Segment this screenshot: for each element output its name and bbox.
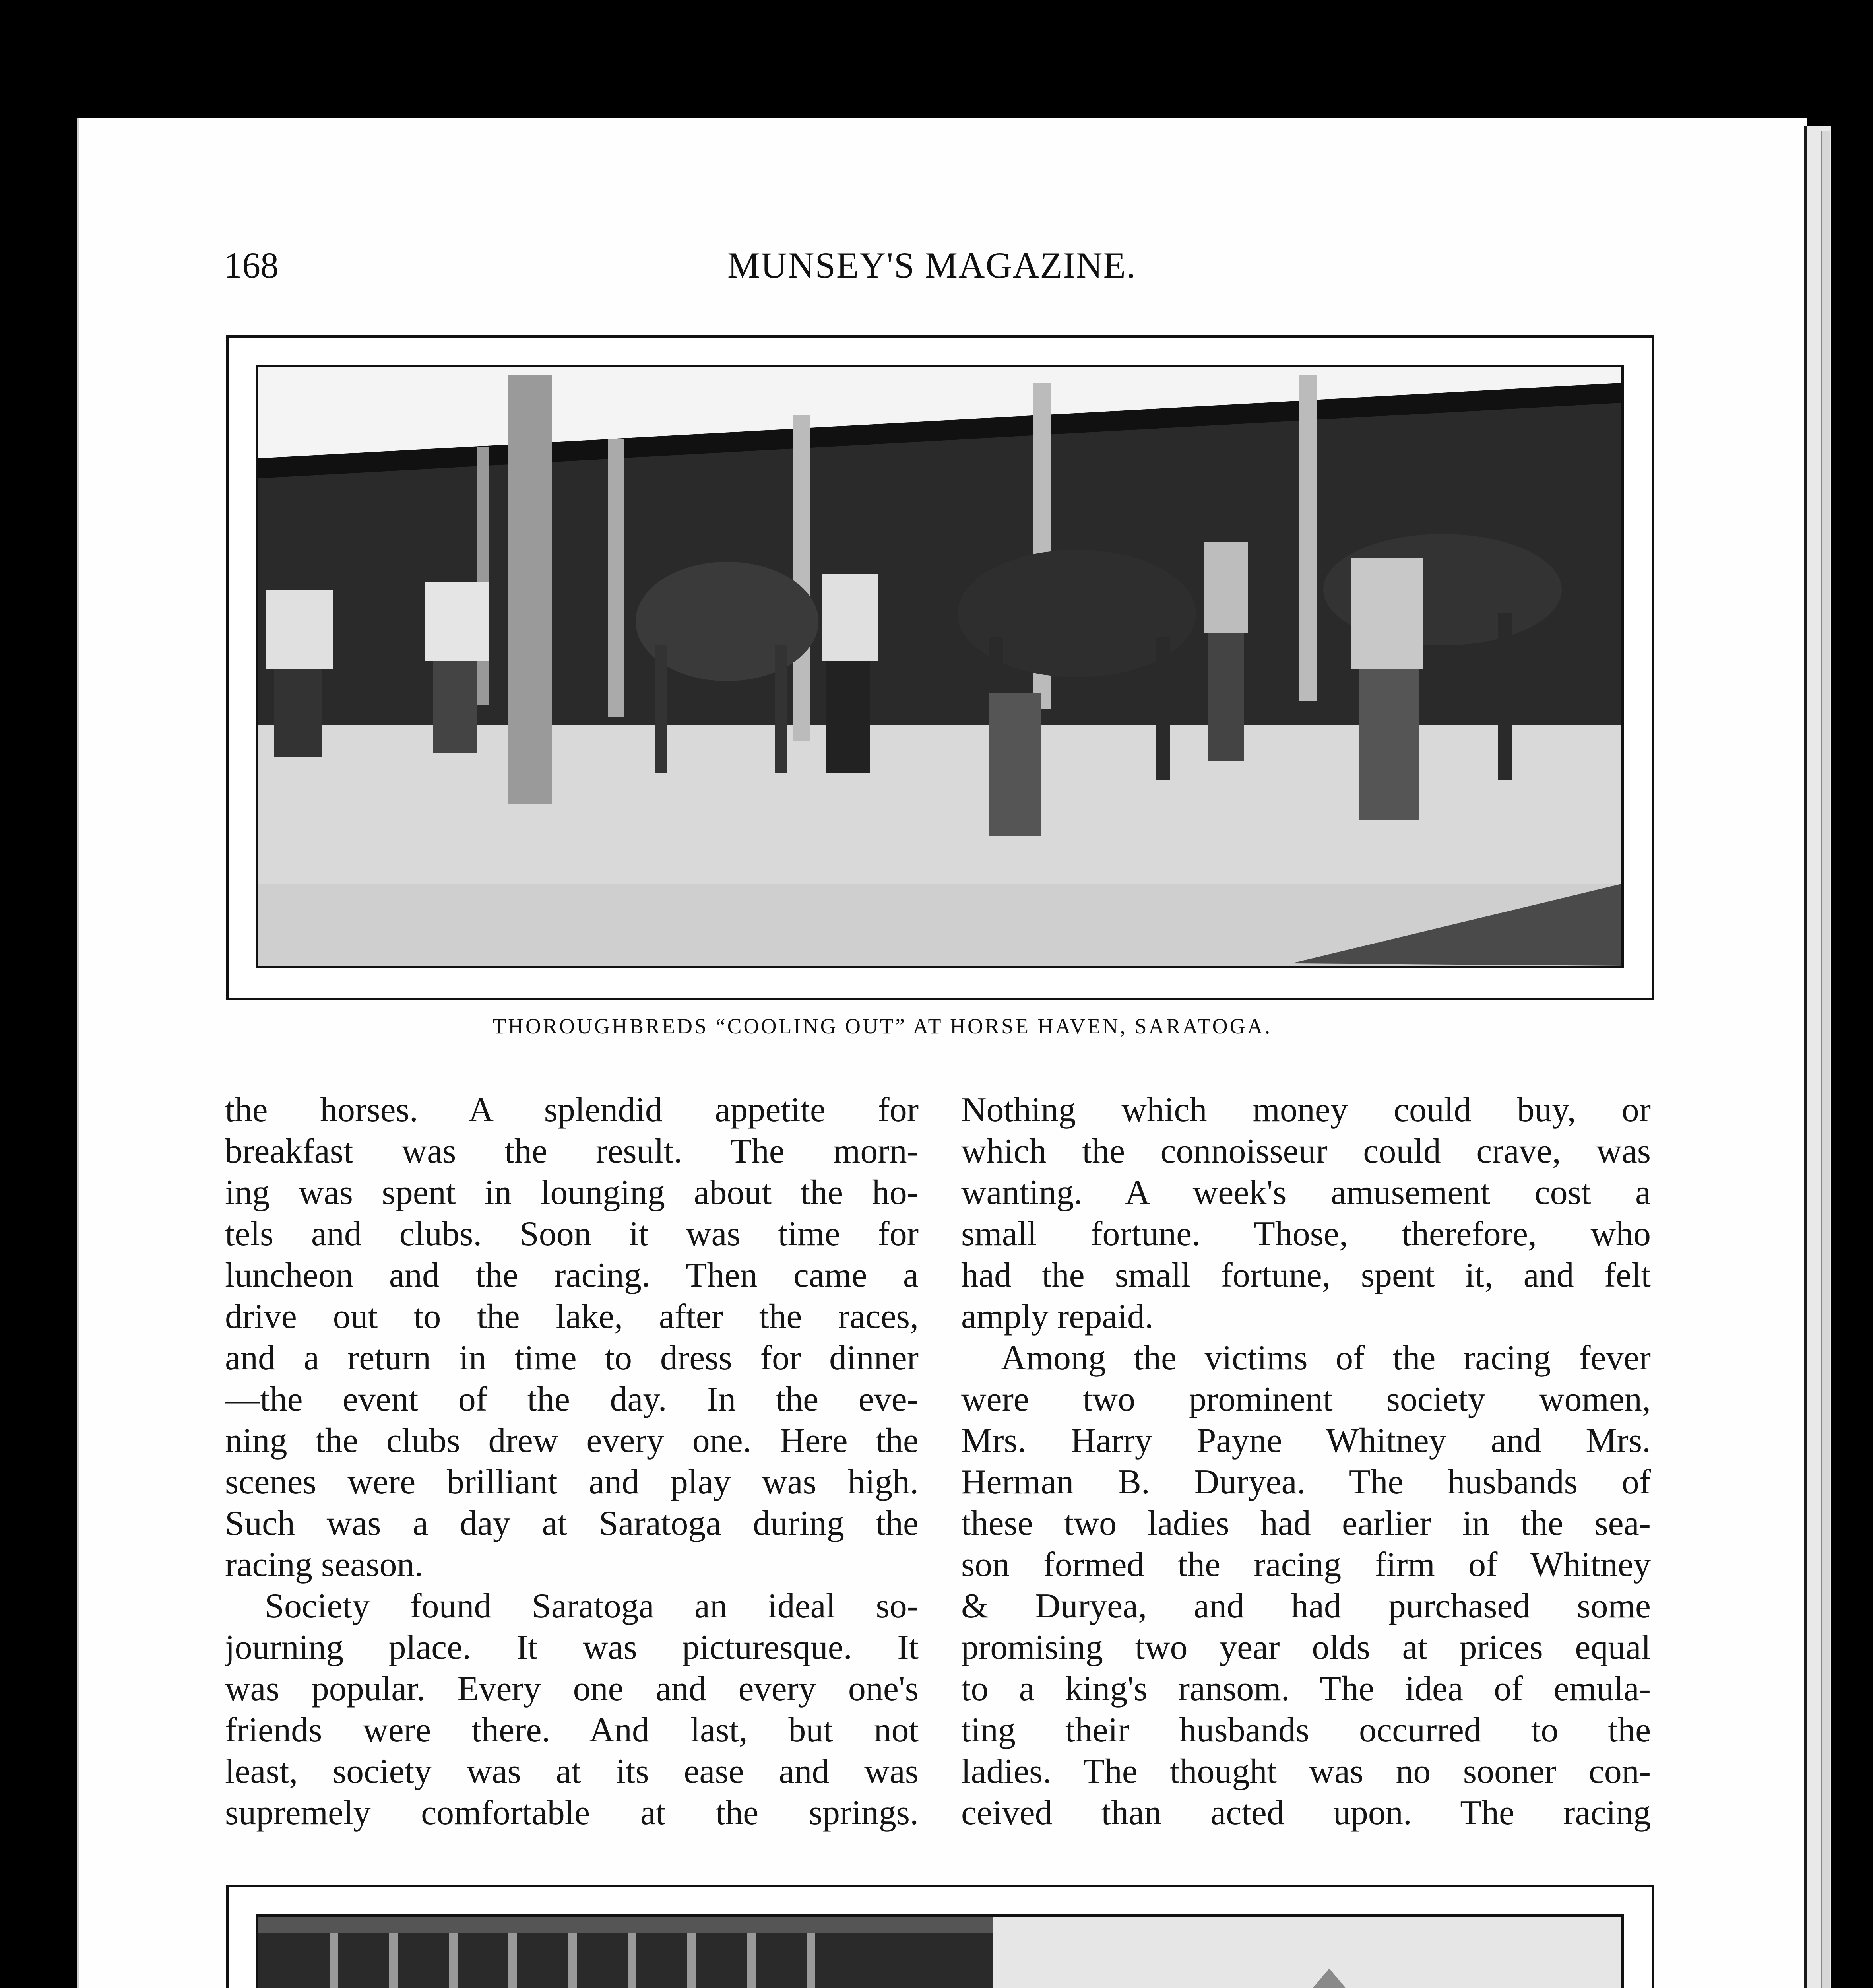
figure-sheepshead-bay [226,1885,1654,1988]
figure-caption-horse-haven: THOROUGHBREDS “COOLING OUT” AT HORSE HAVEN, SARATOGA. [493,1014,1272,1038]
text-line: supremely comfortable at the springs. [225,1794,919,1832]
text-line: racing season. [225,1545,423,1584]
text-line: Society found Saratoga an ideal so- [265,1587,919,1625]
text-line: & Duryea, and had purchased some [961,1587,1651,1625]
text-line: ladies. The thought was no sooner con- [961,1752,1651,1791]
text-line: son formed the racing firm of Whitney [961,1545,1651,1584]
page-gutter [1821,131,1830,1988]
text-line: ceived than acted upon. The racing [961,1794,1651,1832]
text-line: ing was spent in lounging about the ho- [225,1173,919,1212]
text-line: these two ladies had earlier in the sea- [961,1504,1651,1543]
text-line: were two prominent society women, [961,1380,1651,1419]
text-line: drive out to the lake, after the races, [225,1297,919,1336]
text-line: amply repaid. [961,1297,1154,1336]
text-line: least, society was at its ease and was [225,1752,919,1791]
text-line: promising two year olds at prices equal [961,1628,1651,1667]
text-line: tels and clubs. Soon it was time for [225,1215,919,1253]
text-line: small fortune. Those, therefore, who [961,1215,1651,1253]
photo-sheepshead-bay [256,1914,1624,1988]
text-line: —the event of the day. In the eve- [225,1380,919,1419]
text-line: the horses. A splendid appetite for [225,1091,919,1129]
text-line: to a king's ransom. The idea of emula- [961,1670,1651,1708]
text-line: Among the victims of the racing fever [1001,1339,1651,1377]
text-line: scenes were brilliant and play was high. [225,1463,919,1501]
photo-sheepshead-bay-image [258,1917,1621,1988]
text-line: ting their husbands occurred to the [961,1711,1651,1749]
text-line: Herman B. Duryea. The husbands of [961,1463,1651,1501]
text-line: which the connoisseur could crave, was [961,1132,1651,1171]
photo-horse-haven [256,365,1624,968]
text-line: ning the clubs drew every one. Here the [225,1421,919,1460]
running-head: MUNSEY'S MAGAZINE. [727,245,1136,285]
text-line: luncheon and the racing. Then came a [225,1256,919,1295]
text-line: journing place. It was picturesque. It [225,1628,919,1667]
page-number: 168 [224,245,279,285]
text-line: was popular. Every one and every one's [225,1670,919,1708]
text-line: breakfast was the result. The morn- [225,1132,919,1171]
text-line: and a return in time to dress for dinner [225,1339,919,1377]
text-line: wanting. A week's amusement cost a [961,1173,1651,1212]
text-line: friends were there. And last, but not [225,1711,919,1749]
text-line: Mrs. Harry Payne Whitney and Mrs. [961,1421,1651,1460]
text-line: had the small fortune, spent it, and felt [961,1256,1651,1295]
photo-horse-haven-image [258,367,1621,966]
figure-horse-haven [226,335,1654,1000]
text-column-left [225,1089,919,1834]
text-line: Nothing which money could buy, or [961,1091,1651,1129]
text-line: Such was a day at Saratoga during the [225,1504,919,1543]
text-column-right [961,1089,1651,1834]
